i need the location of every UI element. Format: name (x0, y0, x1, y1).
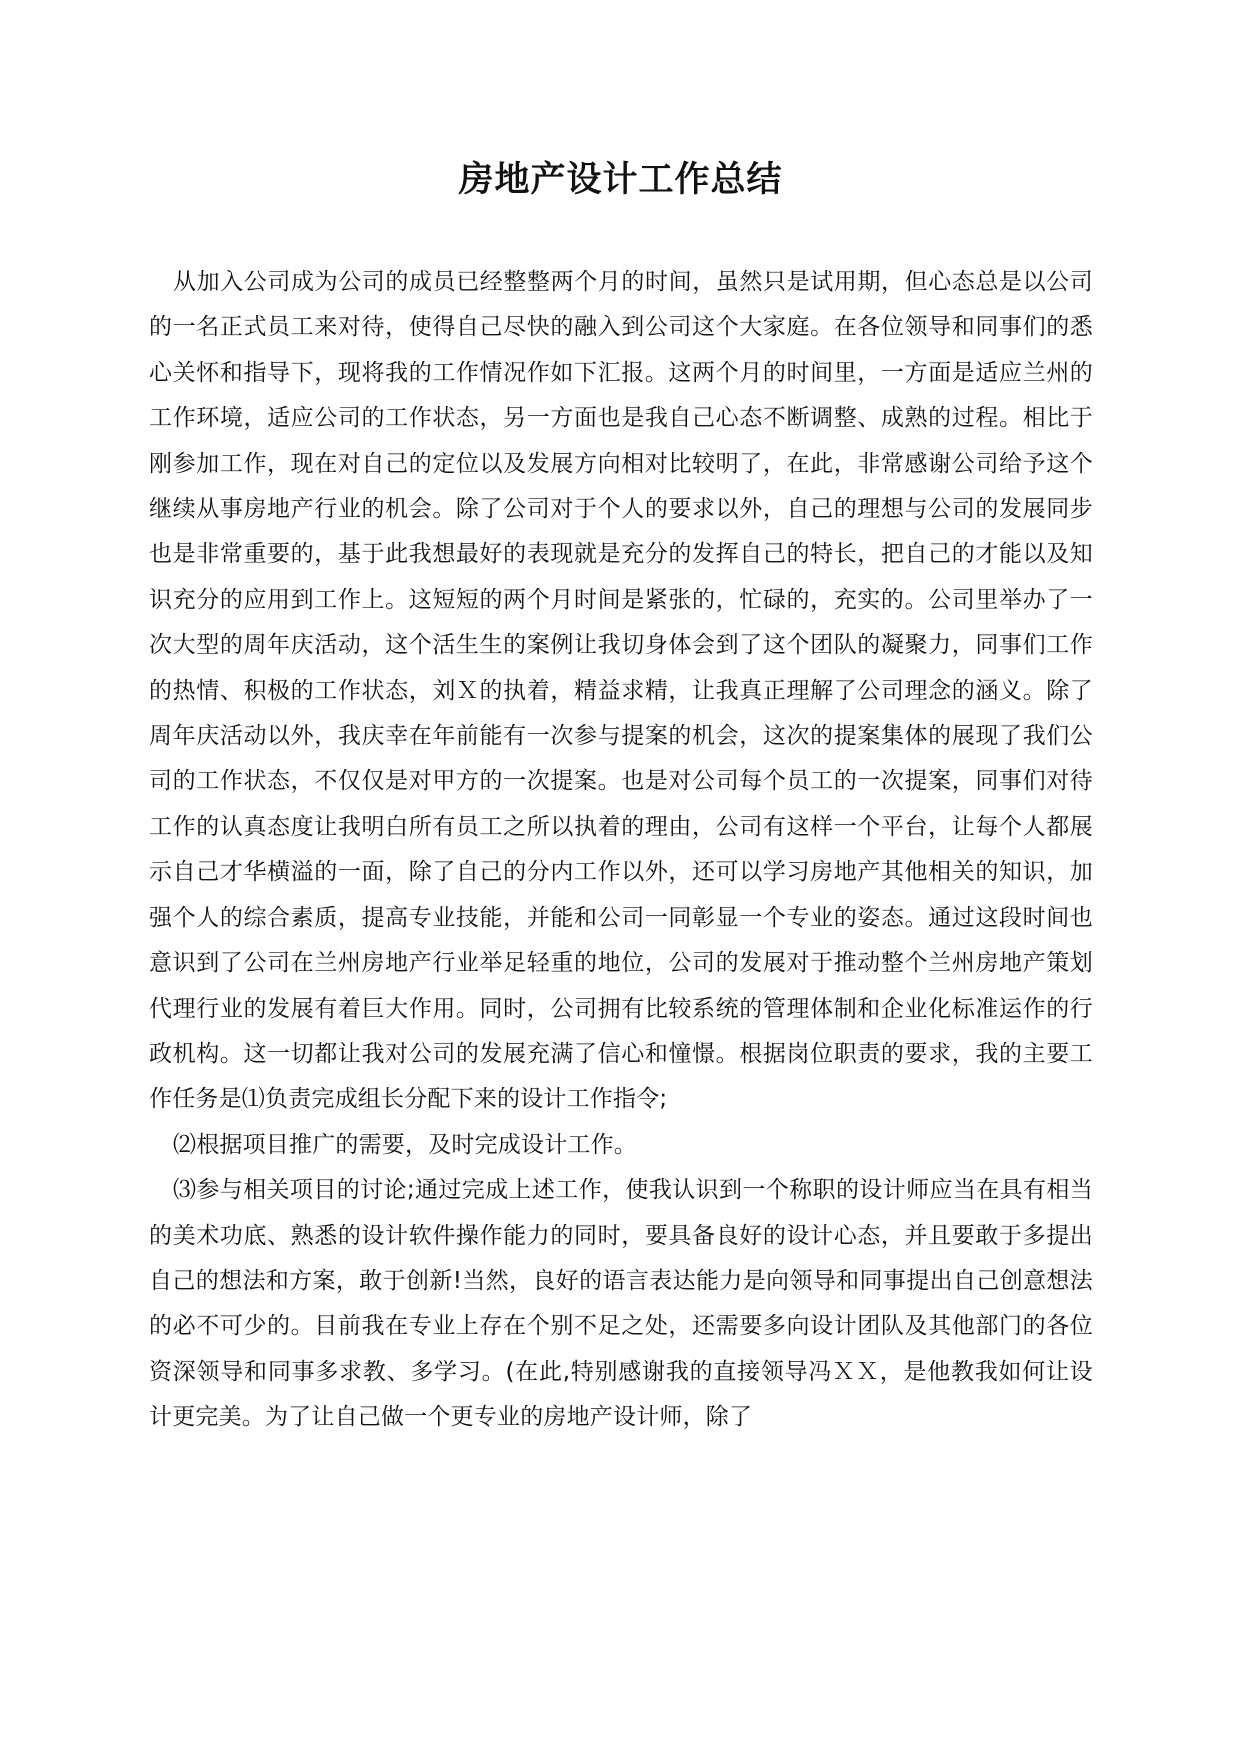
document-body (149, 260, 1093, 1441)
paragraph-item-3: ⑶参与相关项目的讨论;通过完成上述工作，使我认识到一个称职的设计师应当在具有相当的美术功底、熟悉的设计软件操作能力的同时，要具备良好的设计心态，并且要敢于多提出自己的想法和方案，敢于创新!当然，良好的语言表达能力是向领导和同事提出自己创意想法的必不可少的。目前我在专业上存在个别不足之处，还需要多向设计团队及其他部门的各位资深领导和同事多求教、多学习。(在此,特别感谢我的直接领导冯ＸＸ，是他教我如何让设计更完美。为了让自己做一个更专业的房地产设计师，除了 (149, 1177, 1093, 1431)
paragraph-item-2: ⑵根据项目推广的需要，及时完成设计工作。 (173, 1131, 637, 1158)
paragraph-intro: 从加入公司成为公司的成员已经整整两个月的时间，虽然只是试用期，但心态总是以公司的一名正式员工来对待，使得自己尽快的融入到公司这个大家庭。在各位领导和同事们的悉心关怀和指导下，现将我的工作情况作如下汇报。这两个月的时间里，一方面是适应兰州的工作环境，适应公司的工作状态，另一方面也是我自己心态不断调整、成熟的过程。相比于刚参加工作，现在对自己的定位以及发展方向相对比较明了，在此，非常感谢公司给予这个继续从事房地产行业的机会。除了公司对于个人的要求以外，自己的理想与公司的发展同步也是非常重要的，基于此我想最好的表现就是充分的发挥自己的特长，把自己的才能以及知识充分的应用到工作上。这短短的两个月时间是紧张的，忙碌的，充实的。公司里举办了一次大型的周年庆活动，这个活生生的案例让我切身体会到了这个团队的凝聚力，同事们工作的热情、积极的工作状态，刘Ｘ的执着，精益求精，让我真正理解了公司理念的涵义。除了周年庆活动以外，我庆幸在年前能有一次参与提案的机会，这次的提案集体的展现了我们公司的工作状态，不仅仅是对甲方的一次提案。也是对公司每个员工的一次提案，同事们对待工作的认真态度让我明白所有员工之所以执着的理由，公司有这样一个平台，让每个人都展示自己才华横溢的一面，除了自己的分内工作以外，还可以学习房地产其他相关的知识，加强个人的综合素质，提高专业技能，并能和公司一同彰显一个专业的姿态。通过这段时间也意识到了公司在兰州房地产行业举足轻重的地位，公司的发展对于推动整个兰州房地产策划代理行业的发展有着巨大作用。同时，公司拥有比较系统的管理体制和企业化标准运作的行政机构。这一切都让我对公司的发展充满了信心和憧憬。根据岗位职责的要求，我的主要工作任务是⑴负责完成组长分配下来的设计工作指令; (149, 269, 1093, 1113)
document-title: 房地产设计工作总结 (458, 160, 783, 200)
